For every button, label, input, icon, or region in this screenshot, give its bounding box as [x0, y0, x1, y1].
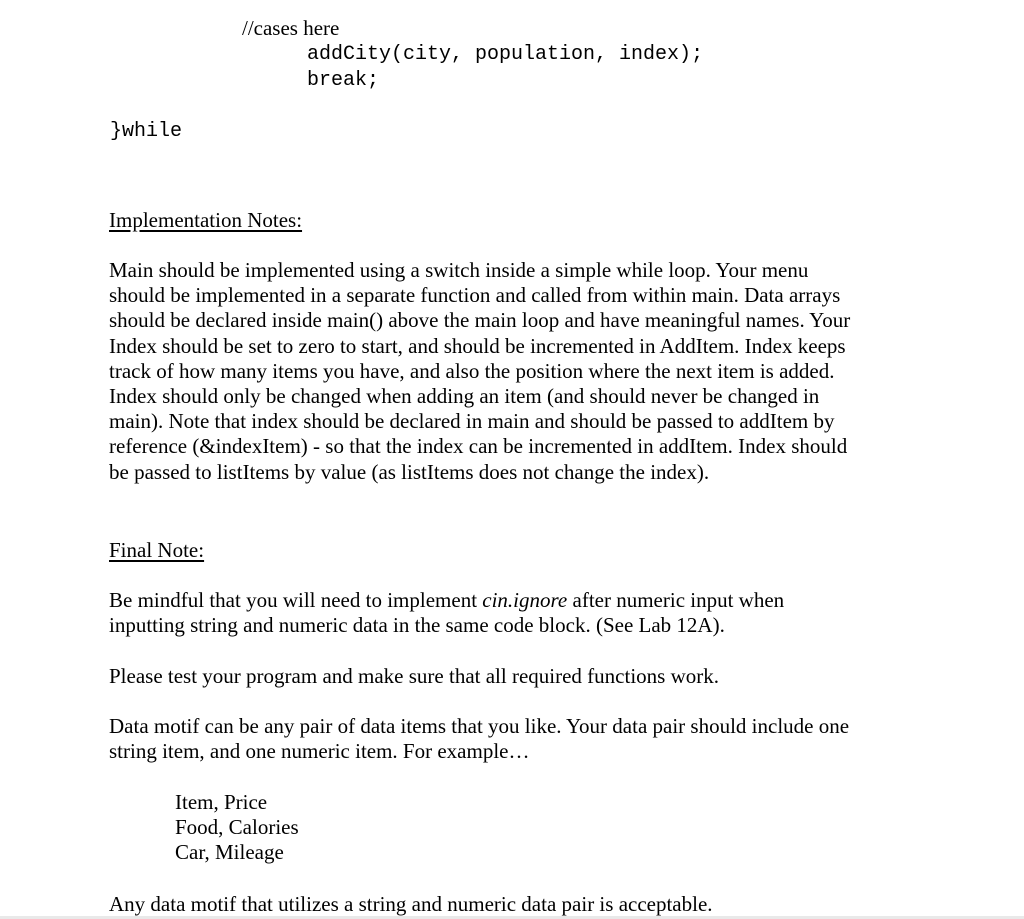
example-pair: Car, Mileage	[175, 840, 284, 865]
code-while-end: }while	[110, 120, 183, 143]
example-pair: Item, Price	[175, 790, 268, 814]
final-note-heading: Final Note:	[109, 538, 205, 562]
code-add-city-call: addCity(city, population, index);	[307, 43, 704, 66]
example-pair: Food, Calories	[175, 815, 299, 840]
notes-line: be passed to listItems by value (as listItems does not change the index).	[109, 459, 710, 484]
notes-line: Main should be implemented using a switch inside a simple while loop. Your menu	[109, 258, 809, 282]
cin-ignore-emphasis: cin.ignore	[482, 588, 568, 612]
cin-ignore-text-after: after numeric input when	[567, 588, 785, 612]
code-comment: //cases here	[242, 16, 340, 40]
final-note-paragraph-cin-ignore	[109, 588, 909, 638]
notes-line: Index should be set to zero to start, and should be incremented in AddItem. Index keeps	[109, 333, 846, 358]
notes-line: main). Note that index should be declared in main and should be passed to addItem by	[109, 409, 835, 434]
data-motif-line-2: string item, and one numeric item. For example…	[109, 739, 530, 764]
cin-ignore-line-2: inputting string and numeric data in the same code block. (See Lab 12A).	[109, 613, 725, 638]
notes-line: should be implemented in a separate function and called from within main. Data arrays	[109, 283, 841, 308]
data-motif-line-1: Data motif can be any pair of data items that you like. Your data pair should include one	[109, 714, 850, 738]
test-program-paragraph: Please test your program and make sure that all required functions work.	[109, 664, 719, 688]
example-pairs-list	[175, 790, 299, 866]
notes-line: Index should only be changed when adding an item (and should never be changed in	[109, 384, 820, 409]
data-motif-paragraph	[109, 714, 909, 764]
code-break-statement: break;	[307, 69, 380, 92]
notes-line: track of how many items you have, and also the position where the next item is added.	[109, 358, 835, 383]
acceptable-motif-paragraph: Any data motif that utilizes a string and numeric data pair is acceptable.	[109, 892, 713, 916]
cin-ignore-text-before: Be mindful that you will need to implement	[109, 588, 483, 612]
notes-line: reference (&indexItem) - so that the index can be incremented in addItem. Index should	[109, 434, 848, 459]
cin-ignore-line-1	[109, 588, 909, 613]
implementation-notes-paragraph	[109, 258, 909, 485]
notes-line: should be declared inside main() above the main loop and have meaningful names. Your	[109, 308, 851, 333]
implementation-notes-heading: Implementation Notes:	[109, 208, 303, 232]
